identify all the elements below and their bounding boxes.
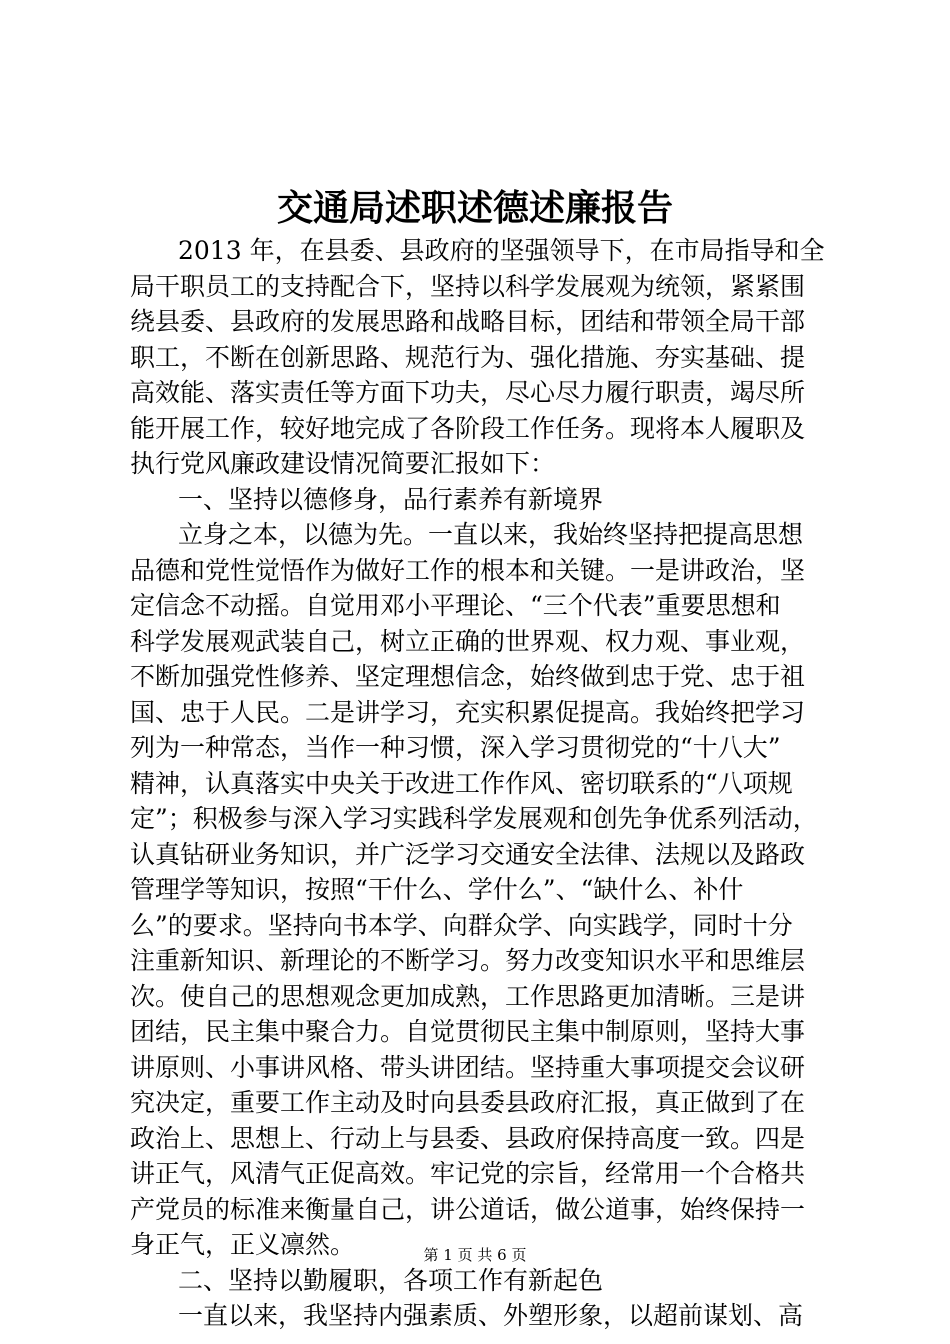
paragraph-line: 产党员的标准来衡量自己，讲公道话，做公道事，始终保持一 bbox=[130, 1194, 806, 1224]
paragraph-line: 管理学等知识，按照“干什么、学什么”、“缺什么、补什 bbox=[130, 875, 744, 904]
paragraph-line: 能开展工作，较好地完成了各阶段工作任务。现将本人履职及 bbox=[130, 413, 806, 443]
paragraph-line: 执行党风廉政建设情况简要汇报如下： bbox=[130, 449, 556, 478]
paragraph-line: 认真钻研业务知识，并广泛学习交通安全法律、法规以及路政 bbox=[130, 839, 806, 869]
paragraph-line: 2013 年，在县委、县政府的坚强领导下，在市局指导和全 bbox=[178, 236, 825, 265]
paragraph-line: 注重新知识、新理论的不断学习。努力改变知识水平和思维层 bbox=[130, 946, 806, 975]
paragraph-line: 讲原则、小事讲风格、带头讲团结。坚持重大事项提交会议研 bbox=[130, 1052, 806, 1082]
paragraph-line: 高效能、落实责任等方面下功夫，尽心尽力履行职责，竭尽所 bbox=[130, 378, 806, 407]
paragraph-line: 究决定，重要工作主动及时向县委县政府汇报，真正做到了在 bbox=[130, 1088, 806, 1117]
paragraph-line: 列为一种常态，当作一种习惯，深入学习贯彻党的“十八大” bbox=[130, 733, 781, 762]
paragraph-line: 一直以来，我坚持内强素质、外塑形象，以超前谋划、高 bbox=[178, 1301, 804, 1330]
document-title: 交通局述职述德述廉报告 bbox=[276, 187, 673, 229]
paragraph-line: 科学发展观武装自己，树立正确的世界观、权力观、事业观， bbox=[130, 626, 806, 656]
paragraph-line: 身正气，正义凛然。 bbox=[130, 1230, 356, 1259]
paragraph-line: 局干职员工的支持配合下，坚持以科学发展观为统领，紧紧围 bbox=[130, 271, 806, 301]
paragraph-line: 团结，民主集中聚合力。自觉贯彻民主集中制原则，坚持大事 bbox=[130, 1017, 806, 1046]
paragraph-line: 立身之本，以德为先。一直以来，我始终坚持把提高思想 bbox=[178, 520, 804, 549]
paragraph-line: 定信念不动摇。自觉用邓小平理论、“三个代表”重要思想和 bbox=[130, 591, 781, 620]
paragraph-line: 么”的要求。坚持向书本学、向群众学、向实践学，同时十分 bbox=[130, 910, 793, 940]
paragraph-line: 绕县委、县政府的发展思路和战略目标，团结和带领全局干部 bbox=[130, 307, 806, 336]
paragraph-line: 职工，不断在创新思路、规范行为、强化措施、夯实基础、提 bbox=[130, 342, 806, 372]
paragraph-line: 次。使自己的思想观念更加成熟，工作思路更加清晰。三是讲 bbox=[130, 981, 806, 1011]
paragraph-line: 政治上、思想上、行动上与县委、县政府保持高度一致。四是 bbox=[130, 1123, 806, 1153]
paragraph-line: 讲正气，风清气正促高效。牢记党的宗旨，经常用一个合格共 bbox=[130, 1159, 806, 1188]
paragraph-line: 定”；积极参与深入学习实践科学发展观和创先争优系列活动， bbox=[130, 804, 818, 833]
paragraph-line: 不断加强党性修养、坚定理想信念，始终做到忠于党、忠于祖 bbox=[130, 662, 806, 691]
document-body bbox=[130, 233, 850, 1334]
paragraph-line: 精神，认真落实中央关于改进工作作风、密切联系的“八项规 bbox=[130, 768, 793, 798]
page-number: 第 1 页 共 6 页 bbox=[423, 1246, 527, 1264]
section-heading: 一、坚持以德修身，品行素养有新境界 bbox=[178, 484, 604, 514]
section-heading: 二、坚持以勤履职，各项工作有新起色 bbox=[178, 1265, 604, 1295]
paragraph-line: 国、忠于人民。二是讲学习，充实积累促提高。我始终把学习 bbox=[130, 697, 806, 727]
paragraph-line: 品德和党性觉悟作为做好工作的根本和关键。一是讲政治，坚 bbox=[130, 555, 806, 585]
